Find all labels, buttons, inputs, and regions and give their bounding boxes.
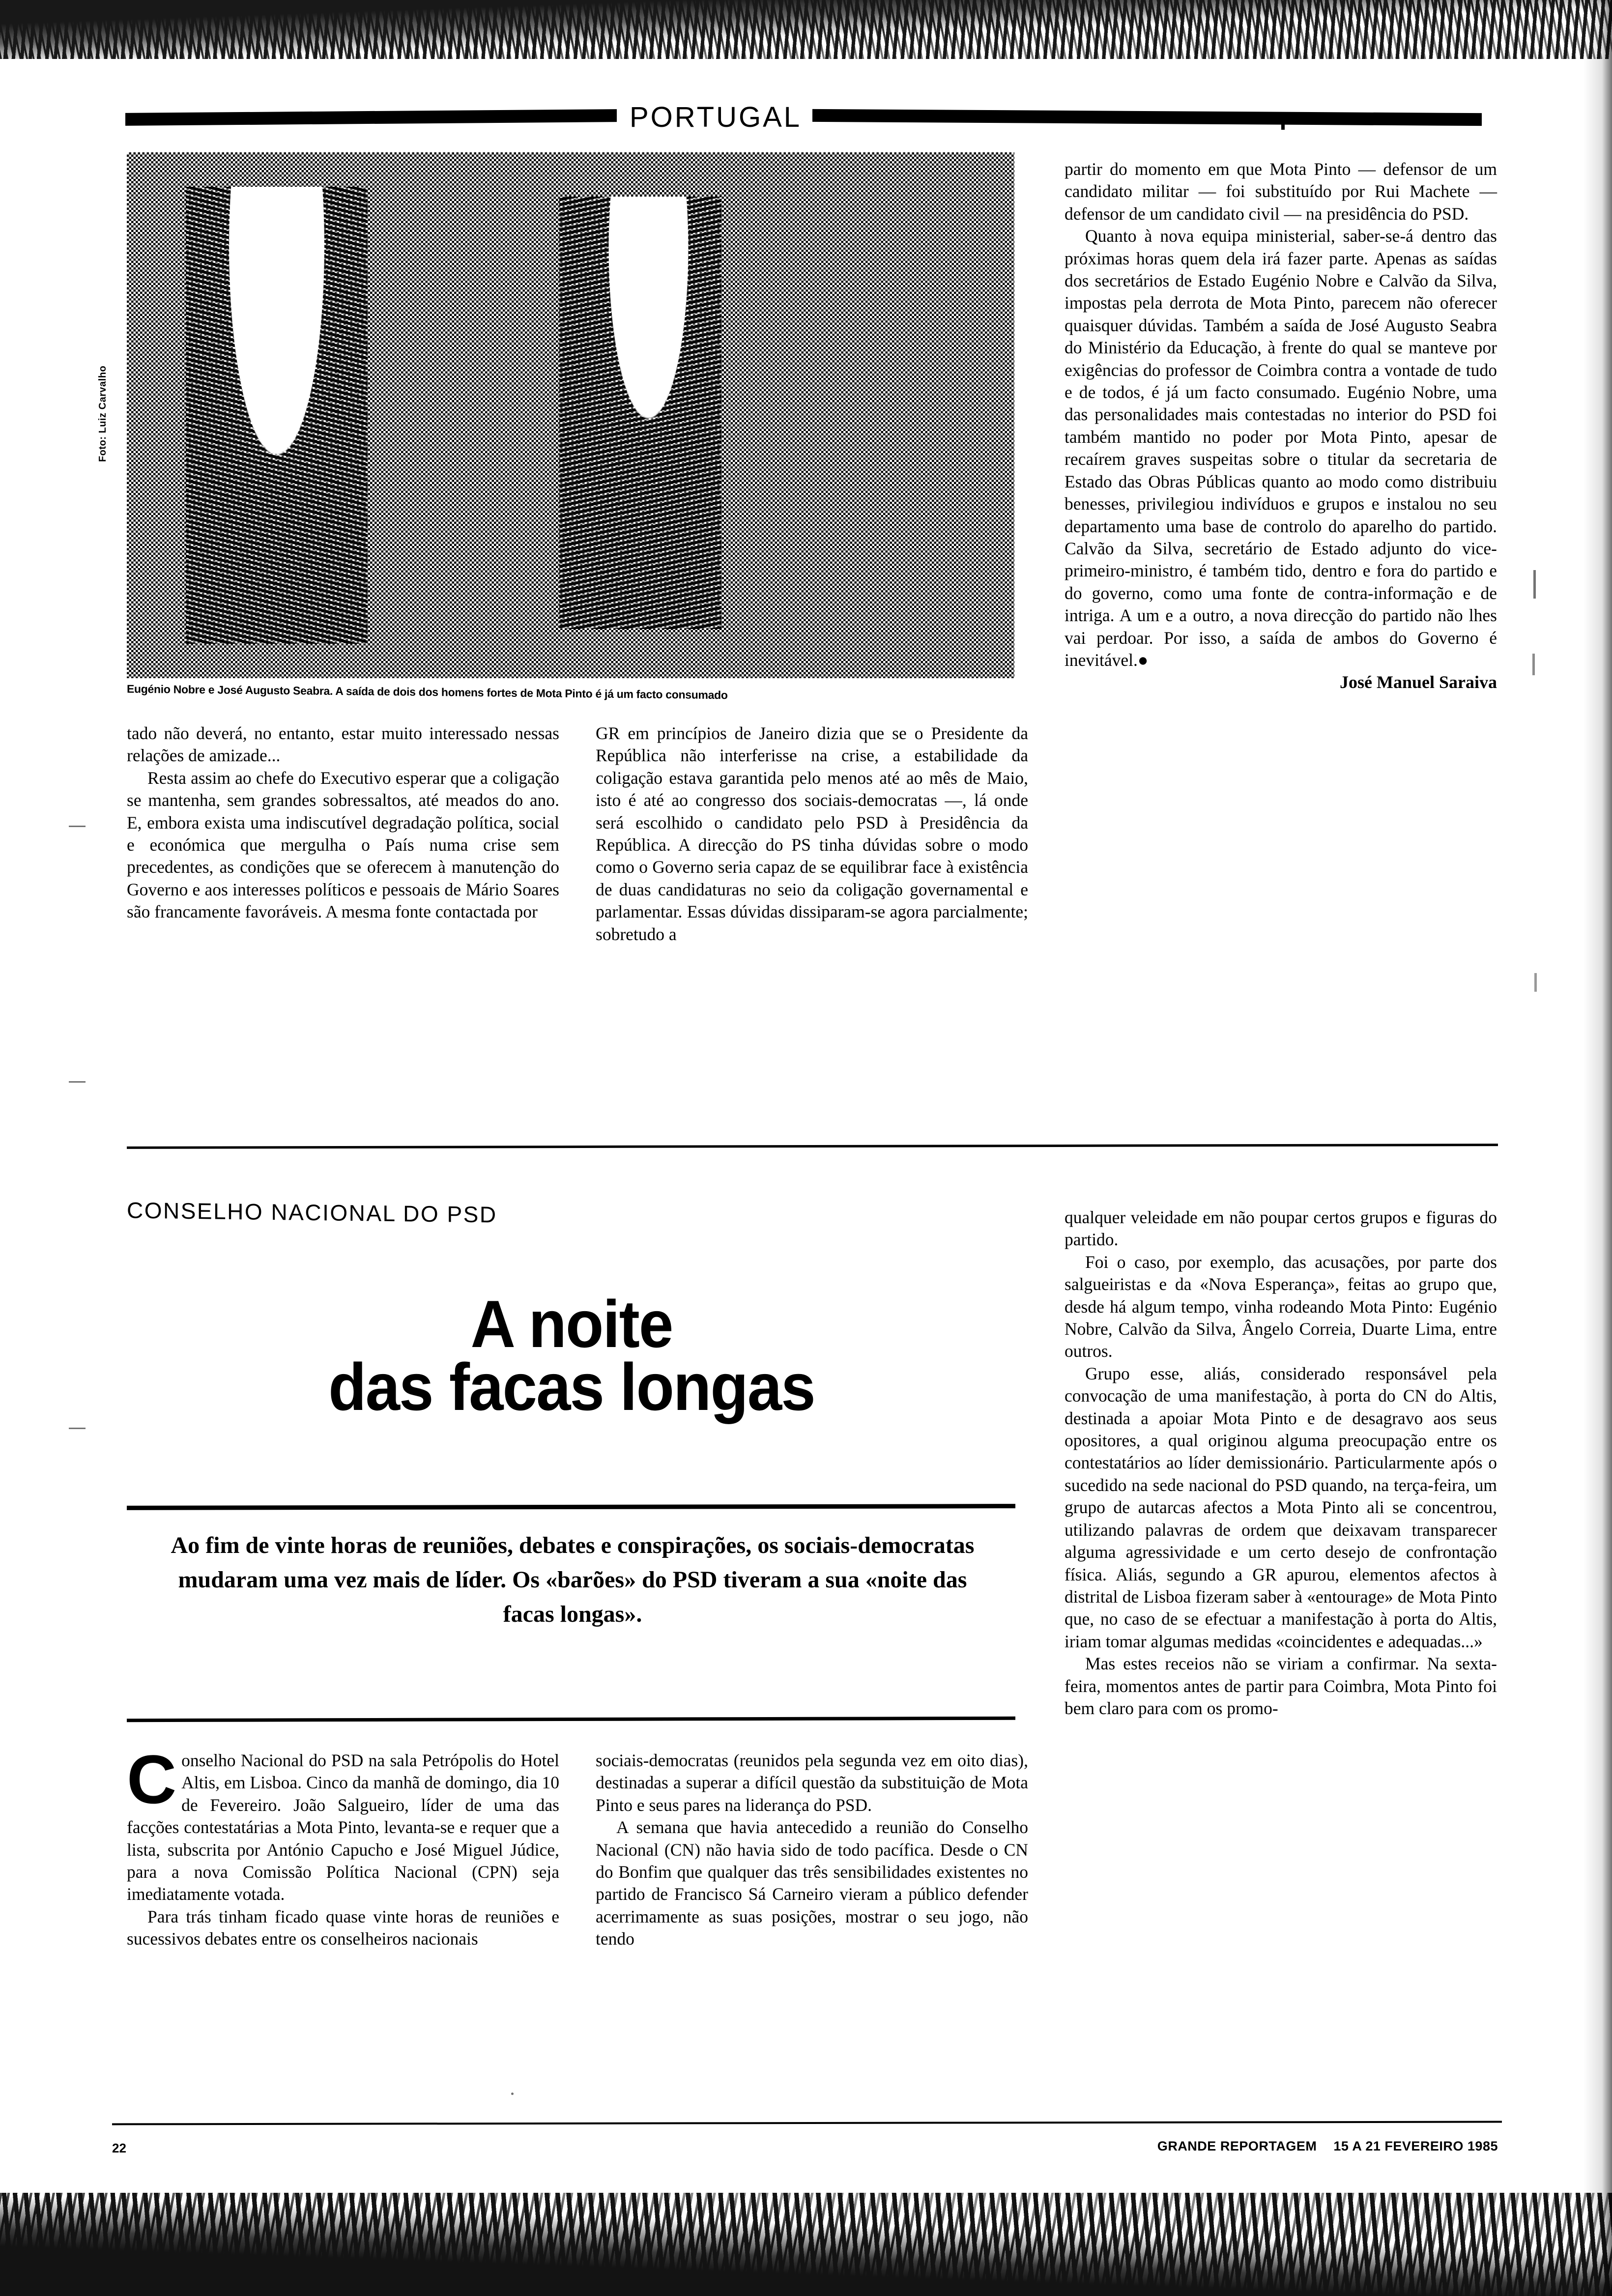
paragraph: partir do momento em que Mota Pinto — defensor de um candidato militar — foi substituído por Rui Machete — defensor de um candidato civil — na presidência do PSD. — [1065, 159, 1497, 224]
scan-speck — [1534, 973, 1537, 992]
section-kicker-bar — [125, 102, 1482, 133]
paragraph-with-dropcap — [127, 1741, 559, 1906]
scan-artifact-right-edge — [1583, 0, 1612, 2296]
bottom-article-kicker: CONSELHO NACIONAL DO PSD — [127, 1197, 497, 1228]
article-photo — [127, 152, 1014, 678]
margin-tick — [69, 826, 86, 827]
paragraph-text: onselho Nacional do PSD na sala Petrópolis do Hotel Altis, em Lisboa. Cinco da manhã de domingo, dia 10 de Fevereiro. João Salgueiro, líder de uma das facções contestatárias a Mota Pinto, levanta-se e requer que a lista, subscrita por António Capucho e José Miguel Júdice, para a nova Comissão Política Nacional (CPN) seja imediatamente votada. — [127, 1751, 559, 1904]
footer-rule — [112, 2121, 1502, 2125]
article-byline: José Manuel Saraiva — [1340, 672, 1497, 692]
footer-credit — [1157, 2139, 1498, 2154]
issue-date: 15 A 21 FEVEREIRO 1985 — [1333, 2139, 1498, 2153]
paragraph: Resta assim ao chefe do Executivo esperar que a coligação se mantenha, sem grandes sobressaltos, até meados do ano. E, embora exista uma indiscutível degradação política, social e económica que mergulha o País numa crise sem precedentes, as condições que se oferecem à manutenção do Governo e aos interesses políticos e pessoais de Mário Soares são francamente favoráveis. A mesma fonte contactada por — [127, 768, 559, 922]
bottom-article-column-2 — [596, 1750, 1028, 1951]
top-article-column-3 — [1065, 158, 1497, 694]
paragraph: Para trás tinham ficado quase vinte horas de reuniões e sucessivos debates entre os conselheiros nacionais — [127, 1906, 559, 1949]
margin-dot — [511, 2093, 514, 2095]
photo-figure-left — [186, 187, 368, 644]
paragraph: tado não deverá, no entanto, estar muito interessado nessas relações de amizade... — [127, 723, 559, 766]
bottom-article-standfirst: Ao fim de vinte horas de reuniões, debates e conspirações, os sociais-democratas mudaram uma vez mais de líder. Os «barões» do PSD tiveram a sua «noite das facas longas». — [171, 1532, 975, 1627]
photo-caption: Eugénio Nobre e José Augusto Seabra. A saída de dois dos homens fortes de Mota Pinto é já um facto consumado — [127, 682, 728, 702]
top-article-column-2 — [596, 722, 1028, 946]
standfirst-rule-top — [127, 1504, 1015, 1510]
scan-speck — [1533, 570, 1536, 599]
bottom-article-column-1 — [127, 1741, 559, 1951]
standfirst-rule-bottom — [127, 1717, 1015, 1722]
paragraph: Foi o caso, por exemplo, das acusações, por parte dos salgueiristas e da «Nova Esperança», feitas ao grupo que, desde há algum tempo, vinha rodeando Mota Pinto: Eugénio Nobre, Calvão da Silva, Ângelo Correia, Duarte Lima, entre outros. — [1065, 1252, 1497, 1361]
paragraph: qualquer veleidade em não poupar certos grupos e figuras do partido. — [1065, 1207, 1497, 1250]
photo-credit: Foto: Luiz Carvalho — [97, 365, 108, 462]
bottom-article-headline — [158, 1287, 985, 1424]
paragraph: Mas estes receios não se viriam a confirmar. Na sexta-feira, momentos antes de partir para Coimbra, Mota Pinto foi bem claro para com os promo- — [1065, 1654, 1497, 1718]
margin-tick — [69, 1081, 86, 1083]
headline-line-2: das facas longas — [328, 1349, 815, 1424]
paragraph: Quanto à nova equipa ministerial, saber-se-á dentro das próximas horas quem dela irá fazer parte. Apenas as saídas dos secretários de Estado Eugénio Nobre e Calvão da Silva, impostas pela derrota de Mota Pinto, parecem não oferecer quaisquer dúvidas. Também a saída de José Augusto Seabra do Ministério da Educação, à frente do qual se manteve por exigências do professor de Coimbra contra a vontade de tudo e de todos, é já um facto consumado. Eugénio Nobre, uma das personalidades mais contestadas no interior do PSD foi também mantido no poder por Mota Pinto, apesar de recaírem graves suspeitas sobre o titular da secretaria de Estado das Obras Públicas quanto ao modo como distribuiu benesses, privilegiou indivíduos e grupos e instalou no seu departamento uma base de controlo do aparelho do partido. Calvão da Silva, secretário de Estado adjunto do vice-primeiro-ministro, é também tido, dentro e fora do partido e do governo, como uma fonte de contra-informação e de intriga. A um e a outro, a nova direcção do partido não lhes vai perdoar. Por isso, a saída de ambos do Governo é inevitável.● — [1065, 226, 1497, 670]
page-number: 22 — [112, 2141, 126, 2155]
photo-figure-right — [559, 197, 721, 629]
headline-line-1: A noite — [470, 1287, 673, 1361]
article-separator-rule — [127, 1144, 1498, 1149]
kicker-rule-right — [812, 109, 1482, 126]
paragraph: GR em princípios de Janeiro dizia que se o Presidente da República não interferisse na crise, a estabilidade da coligação estava garantida pelo menos até ao mês de Maio, isto é até ao congresso dos sociais-democratas —, lá onde será escolhido o candidato pelo PSD à Presidência da República. A direcção do PS tinha dúvidas sobre o modo como o Governo seria capaz de se equilibrar face à existência de duas candidaturas no seio da coligação governamental e parlamentar. Essas dúvidas dissiparam-se agora parcialmente; sobretudo a — [596, 723, 1028, 944]
scan-artifact-top-edge — [0, 0, 1612, 59]
kicker-rule-left — [125, 109, 617, 126]
top-article-column-1 — [127, 722, 559, 923]
publication-name: GRANDE REPORTAGEM — [1157, 2139, 1317, 2153]
section-kicker-label: PORTUGAL — [630, 101, 802, 133]
margin-tick — [69, 1428, 86, 1429]
scan-artifact-bottom-edge — [0, 2193, 1612, 2296]
scan-speck — [1532, 654, 1535, 675]
paragraph: sociais-democratas (reunidos pela segunda vez em oito dias), destinadas a superar a difícil questão da substituição de Mota Pinto e seus pares na liderança do PSD. — [596, 1751, 1028, 1815]
bottom-article-column-3 — [1065, 1206, 1497, 1720]
paragraph: A semana que havia antecedido a reunião do Conselho Nacional (CN) não havia sido de todo pacífica. Desde o CN do Bonfim que qualquer das três sensibilidades existentes no partido de Francisco Sá Carneiro vieram a público defender acerrimamente as suas posições, mostrar o seu jogo, não tendo — [596, 1817, 1028, 1949]
paragraph: Grupo esse, aliás, considerado responsável pela convocação de uma manifestação, à porta do CN do Altis, destinada a apoiar Mota Pinto e de desagravo aos seus opositores, a qual originou alguma preocupação entre os contestatários ao líder demissionário. Particularmente após o sucedido na sede nacional do PSD quando, na terça-feira, um grupo de autarcas afectos a Mota Pinto ali se concentrou, utilizando palavras de ordem que deixavam transparecer alguma agressividade e um certo desejo de confrontação física. Aliás, segundo a GR apurou, elementos afectos à distrital de Lisboa fizeram saber à «entourage» de Mota Pinto que, no caso de se efectuar a manifestação à porta do Altis, iriam tomar algumas medidas «coincidentes e adequadas...» — [1065, 1363, 1497, 1651]
dropcap-letter: C — [127, 1741, 177, 1818]
